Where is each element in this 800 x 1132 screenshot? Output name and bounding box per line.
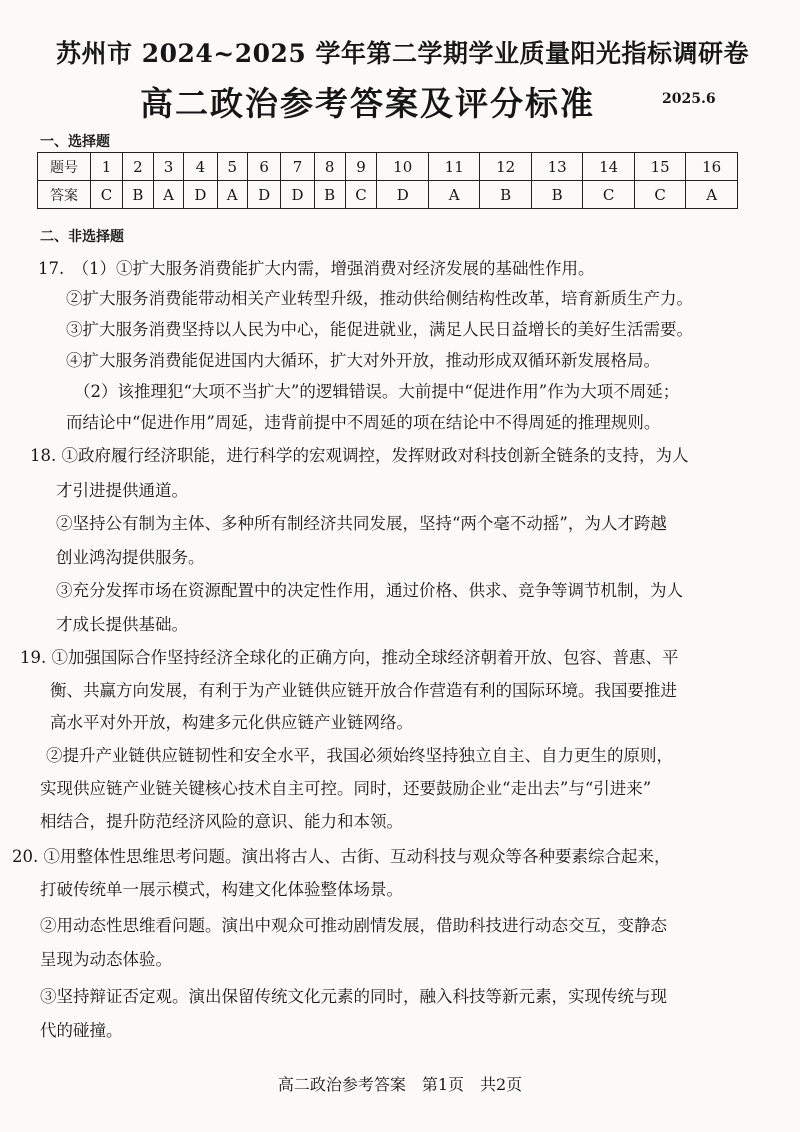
answer-line-q20: 代的碰撞。 [40, 1021, 123, 1040]
answer-line-q18: 才引进提供通道。 [56, 481, 188, 500]
answer-line-q19: 相结合，提升防范经济风险的意识、能力和本领。 [40, 812, 403, 831]
question-number-cell: 10 [377, 153, 428, 181]
question-number-cell: 1 [91, 153, 123, 181]
page-footer: 高二政治参考答案 第1页 共2页 [277, 1075, 523, 1094]
answer-cell: D [377, 181, 428, 209]
answer-line-q17: 而结论中“促进作用”周延，违背前提中不周延的项在结论中不得周延的推理规则。 [66, 413, 661, 432]
answer-line-q20: 打破传统单一展示模式，构建文化体验整体场景。 [40, 880, 403, 899]
question-number-cell: 16 [686, 153, 738, 181]
answer-table [37, 152, 738, 209]
question-number-cell: 9 [345, 153, 377, 181]
answer-cell: C [91, 181, 123, 209]
answer-line-q20: 20. ①用整体性思维思考问题。演出将古人、古街、互动科技与观众等各种要素综合起来， [12, 847, 671, 866]
document-subtitle: 高二政治参考答案及评分标准 [140, 84, 595, 123]
answer-cell: A [217, 181, 247, 209]
answer-line-q17: ④扩大服务消费能促进国内大循环，扩大对外开放，推动形成双循环新发展格局。 [66, 351, 660, 370]
answer-cell: A [153, 181, 183, 209]
answer-line-q18: ②坚持公有制为主体、多种所有制经济共同发展，坚持“两个毫不动摇”，为人才跨越 [56, 514, 667, 533]
answer-cell: C [345, 181, 377, 209]
answer-line-q17: （2）该推理犯“大项不当扩大”的逻辑错误。大前提中“促进作用”作为大项不周延； [74, 382, 680, 401]
answer-line-q18: ③充分发挥市场在资源配置中的决定性作用，通过价格、供求、竞争等调节机制，为人 [56, 581, 683, 600]
answer-cell: B [531, 181, 582, 209]
answer-cell: D [247, 181, 280, 209]
question-number-cell: 2 [122, 153, 153, 181]
answer-table-number-row [38, 153, 738, 181]
answer-cell: B [122, 181, 153, 209]
answer-cell: A [686, 181, 738, 209]
document-date: 2025.6 [662, 91, 716, 107]
answer-line-q19: ②提升产业链供应链韧性和安全水平，我国必须始终坚持独立自主、自力更生的原则， [46, 746, 673, 765]
section-title-nonchoice: 二、非选择题 [40, 229, 124, 245]
answer-cell: B [480, 181, 531, 209]
question-number-cell: 12 [480, 153, 531, 181]
answer-line-q18: 18. ①政府履行经济职能，进行科学的宏观调控，发挥财政对科技创新全链条的支持，为人 [30, 446, 689, 465]
row-label-numbers: 题号 [38, 153, 91, 181]
answer-line-q17: ②扩大服务消费能带动相关产业转型升级，推动供给侧结构性改革，培育新质生产力。 [66, 289, 693, 308]
answer-line-q17: ③扩大服务消费坚持以人民为中心，能促进就业，满足人民日益增长的美好生活需要。 [66, 320, 693, 339]
question-number-cell: 7 [281, 153, 314, 181]
answer-cell: A [428, 181, 479, 209]
question-number-cell: 15 [634, 153, 685, 181]
answer-cell: C [583, 181, 634, 209]
question-number-cell: 8 [314, 153, 345, 181]
section-title-choice: 一、选择题 [40, 134, 110, 150]
answer-cell: C [634, 181, 685, 209]
answer-line-q19: 高水平对外开放，构建多元化供应链产业链网络。 [50, 713, 413, 732]
answer-line-q18: 创业鸿沟提供服务。 [56, 548, 205, 567]
question-number-cell: 6 [247, 153, 280, 181]
question-number-cell: 14 [583, 153, 634, 181]
answer-cell: D [281, 181, 314, 209]
answer-line-q19: 衡、共赢方向发展，有利于为产业链供应链开放合作营造有利的国际环境。我国要推进 [50, 681, 677, 700]
question-number-cell: 13 [531, 153, 582, 181]
answer-cell: B [314, 181, 345, 209]
answer-table-answer-row [38, 181, 738, 209]
answer-line-q19: 实现供应链产业链关键核心技术自主可控。同时，还要鼓励企业“走出去”与“引进来” [40, 779, 652, 798]
question-number-cell: 11 [428, 153, 479, 181]
answer-line-q20: 呈现为动态体验。 [40, 950, 172, 969]
answer-line-q17: 17. （1）①扩大服务消费能扩大内需，增强消费对经济发展的基础性作用。 [38, 259, 595, 278]
question-number-cell: 3 [153, 153, 183, 181]
answer-line-q19: 19. ①加强国际合作坚持经济全球化的正确方向，推动全球经济朝着开放、包容、普惠、平 [20, 648, 679, 667]
answer-line-q20: ②用动态性思维看问题。演出中观众可推动剧情发展，借助科技进行动态交互，变静态 [40, 916, 667, 935]
question-number-cell: 5 [217, 153, 247, 181]
question-number-cell: 4 [184, 153, 217, 181]
answer-line-q18: 才成长提供基础。 [56, 615, 188, 634]
document-title: 苏州市 2024~2025 学年第二学期学业质量阳光指标调研卷 [55, 39, 750, 68]
answer-line-q20: ③坚持辩证否定观。演出保留传统文化元素的同时，融入科技等新元素，实现传统与现 [40, 987, 667, 1006]
row-label-answers: 答案 [38, 181, 91, 209]
answer-cell: D [184, 181, 217, 209]
